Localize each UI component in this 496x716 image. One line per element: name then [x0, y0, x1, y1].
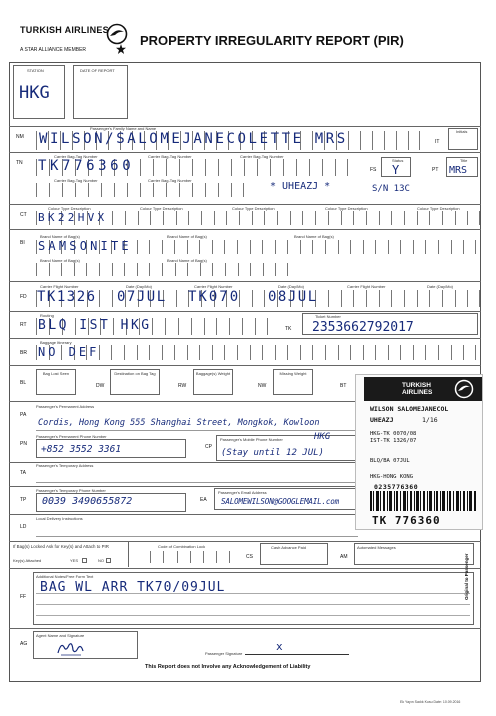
airline-logo-text: TURKISH AIRLINES: [20, 25, 109, 35]
colour-type-label-3: Colour Type Description: [232, 206, 275, 211]
mobile-phone-value: HKG: [314, 432, 331, 442]
bag-tag-sticker: [355, 374, 483, 530]
bag-tag-label-2: Carrier Bag-Tag Number: [148, 154, 192, 159]
am-code: AM: [340, 554, 348, 560]
nm-code: NM: [16, 134, 24, 140]
additional-notes-label: Additional Notes/Free Form Text: [36, 574, 94, 579]
brand-label-3: Brand Name of Bag(s): [294, 234, 334, 239]
bag-tag-header: [364, 377, 482, 401]
brand-value: SAMSONITE: [38, 239, 132, 253]
brand-combs-2: [36, 263, 288, 276]
email-value: SALOMEWILSON@GOOGLEMAIL.com: [221, 497, 340, 506]
bag-tag-value: TK776360: [38, 158, 135, 174]
bag-tag-airline: TURKISH AIRLINES: [402, 382, 433, 396]
bt-code: BT: [340, 383, 347, 389]
title-label: Title: [460, 158, 468, 163]
colour-type-label-2: Colour Type Description: [140, 206, 183, 211]
bag-tag-combs-2: [36, 183, 244, 197]
station-label: STATION: [27, 68, 44, 73]
pn-code: PN: [20, 441, 27, 447]
keys-no-checkbox[interactable]: [106, 558, 111, 563]
cs-code: CS: [246, 554, 253, 560]
passenger-signature-label: Passenger Signature: [205, 651, 243, 656]
bag-tag-origin: BLQ/BA 07JUL: [370, 458, 410, 464]
colour-type-label-5: Colour Type Description: [417, 206, 460, 211]
bag-tag-passenger: WILSON SALOMEJANECOL: [370, 405, 449, 413]
passenger-name-label: Passenger's Family Name and Name: [90, 126, 157, 131]
pt-code: PT: [432, 167, 439, 173]
combination-lock-label: Code of Combination Lock: [158, 544, 206, 549]
baggage-itinerary-value: NO DEF: [38, 345, 100, 359]
bag-tag-label-3: Carrier Bag-Tag Number: [240, 154, 284, 159]
permanent-address-value: Cordis, Hong Kong 555 Shanghai Street, Mongkok, Kowloon: [38, 418, 320, 428]
barcode-icon: [370, 491, 478, 511]
ld-code: LD: [20, 524, 27, 530]
date-label-2: Date (Day/Mo): [278, 284, 305, 289]
routing-label: Routing: [40, 313, 54, 318]
ta-code: TA: [20, 470, 27, 476]
tp-code: TP: [20, 497, 27, 503]
nw-code: NW: [258, 383, 267, 389]
colour-type-label-1: Colour Type Description: [48, 206, 91, 211]
keys-yes-label: YES: [70, 558, 79, 563]
ff-code: FF: [20, 594, 27, 600]
reference-note: * UHEAZJ *: [270, 181, 331, 192]
form-title: PROPERTY IRREGULARITY REPORT (PIR): [140, 33, 404, 48]
side-text: Original to Passenger: [464, 553, 469, 600]
destination-label: Destination on Bag Tag: [114, 371, 156, 376]
colour-type-label-4: Colour Type Description: [325, 206, 368, 211]
date-of-report-box: [73, 65, 128, 119]
bag-tag-label-1: Carrier Bag-Tag Number: [54, 154, 98, 159]
agent-name-label: Agent Name and Signature: [36, 633, 85, 638]
bag-tag-label-5: Carrier Bag-Tag Number: [148, 178, 192, 183]
ticket-number-label: Ticket Number: [315, 314, 341, 319]
missing-weight-label: Missing Weight: [279, 371, 307, 376]
title-value: MRS: [449, 165, 468, 176]
star-alliance-icon: [116, 44, 126, 54]
temporary-address-label: Passenger's Temporary Address: [36, 463, 94, 468]
br-code: BR: [20, 350, 27, 356]
cash-advance-label: Cash Advance Paid: [271, 545, 306, 550]
bag-tag-logo-icon: [454, 379, 474, 399]
ticket-number-value: 2353662792017: [312, 320, 414, 335]
bag-tag-pnr-count: 1/16: [422, 416, 438, 424]
status-label: Status: [392, 158, 404, 163]
brand-label-5: Brand Name of Bag(s): [167, 258, 207, 263]
mobile-phone-label: Passenger's Mobile Phone Number: [220, 437, 283, 442]
bag-lost-label: Bag Lost Seen: [42, 371, 70, 376]
tk-code: TK: [285, 326, 292, 332]
dw-code: DW: [96, 383, 105, 389]
status-value: Y: [392, 163, 400, 177]
station-value: HKG: [19, 83, 50, 103]
flight-1-value: TK1326: [37, 289, 97, 305]
passenger-name-value: WILSON/SALOMEJANECOLETTE MRS: [39, 131, 348, 147]
routing-value: BLQ IST HKG: [38, 318, 152, 333]
permanent-address-label: Passenger's Permanent Address: [36, 404, 95, 409]
temporary-phone-value: 0039 3490655872: [42, 496, 133, 507]
alliance-text: A STAR ALLIANCE MEMBER: [20, 47, 87, 53]
combination-lock-combs: [150, 551, 230, 563]
pa-code: PA: [20, 412, 27, 418]
flight-2-value: TK070: [188, 289, 241, 305]
temporary-phone-label: Passenger's Temporary Phone Number: [36, 488, 106, 493]
permanent-phone-label: Passenger's Permanent Phone Number: [36, 434, 107, 439]
bag-tag-label-4: Carrier Bag-Tag Number: [54, 178, 98, 183]
local-delivery-label: Local Delivery Instructions: [36, 516, 83, 521]
bag-tag-number: TK 776360: [372, 514, 441, 527]
date-1-value: 07JUL: [117, 289, 167, 305]
itinerary-combs: [36, 345, 476, 360]
flight-label-1: Carrier Flight Number: [40, 284, 79, 289]
brand-label-4: Brand Name of Bag(s): [40, 258, 80, 263]
keys-attached-label: Key(s) Attached: [13, 558, 42, 563]
date-label-1: Date (Day/Mo): [126, 284, 153, 289]
additional-notes-value: BAG WL ARR TK70/09JUL: [40, 580, 226, 595]
brand-label-1: Brand Name of Bag(s): [40, 234, 80, 239]
initials-label: Initials: [456, 129, 468, 134]
bag-tag-destination: HKG-HONG KONG: [370, 474, 414, 480]
bi-code: BI: [20, 240, 25, 246]
bag-tag-routing-1: HKG-TK 0070/08: [370, 431, 417, 437]
bag-tag-digits: 0235776360: [374, 483, 419, 491]
email-label: Passenger's Email Address: [218, 490, 267, 495]
passenger-signature-value: x: [276, 640, 283, 653]
date-label-3: Date (Day/Mo): [427, 284, 454, 289]
brand-label-2: Brand Name of Bag(s): [167, 234, 207, 239]
print-info: Ek Yayın Sadık Kusu Date: 10.09.2016: [400, 700, 461, 704]
baggage-weight-label: Baggage(s) Weight: [195, 371, 231, 376]
permanent-phone-value: +852 3552 3361: [41, 444, 122, 455]
flight-combs: [36, 290, 481, 307]
colour-type-value: BK22HVX: [38, 211, 108, 224]
stay-note: (Stay until 12 JUL): [221, 448, 324, 458]
fd-code: FD: [20, 294, 27, 300]
fs-code: FS: [370, 167, 377, 173]
bl-code: BL: [20, 380, 27, 386]
size-note: S/N 13C: [372, 184, 410, 194]
it-code: IT: [435, 139, 440, 145]
bag-tag-pnr: UHEAZJ: [370, 416, 394, 424]
ea-code: EA: [200, 497, 207, 503]
flight-label-3: Carrier Flight Number: [347, 284, 386, 289]
tn-code: TN: [16, 160, 23, 166]
bag-tag-routing-2: IST-TK 1326/07: [370, 438, 417, 444]
baggage-itinerary-label: Baggage Itinerary: [40, 340, 72, 345]
cp-code: CP: [205, 444, 212, 450]
agent-signature-icon: [55, 638, 85, 658]
ct-code: CT: [20, 212, 27, 218]
rw-code: RW: [178, 383, 187, 389]
keys-no-label: NO: [98, 558, 104, 563]
airline-logo-icon: [106, 23, 128, 45]
keys-yes-checkbox[interactable]: [82, 558, 87, 563]
date-2-value: 08JUL: [268, 289, 318, 305]
footer-disclaimer: This Report does not Involve any Acknowledgement of Liability: [145, 664, 311, 670]
ag-code: AG: [20, 641, 28, 647]
locked-label: If Bag(s) Locked Ask for Key(s) and Attach to PIR: [13, 544, 109, 549]
automated-messages-label: Automated Messages: [357, 545, 396, 550]
flight-label-2: Carrier Flight Number: [194, 284, 233, 289]
date-of-report-label: DATE OF REPORT: [80, 68, 115, 73]
rt-code: RT: [20, 322, 27, 328]
